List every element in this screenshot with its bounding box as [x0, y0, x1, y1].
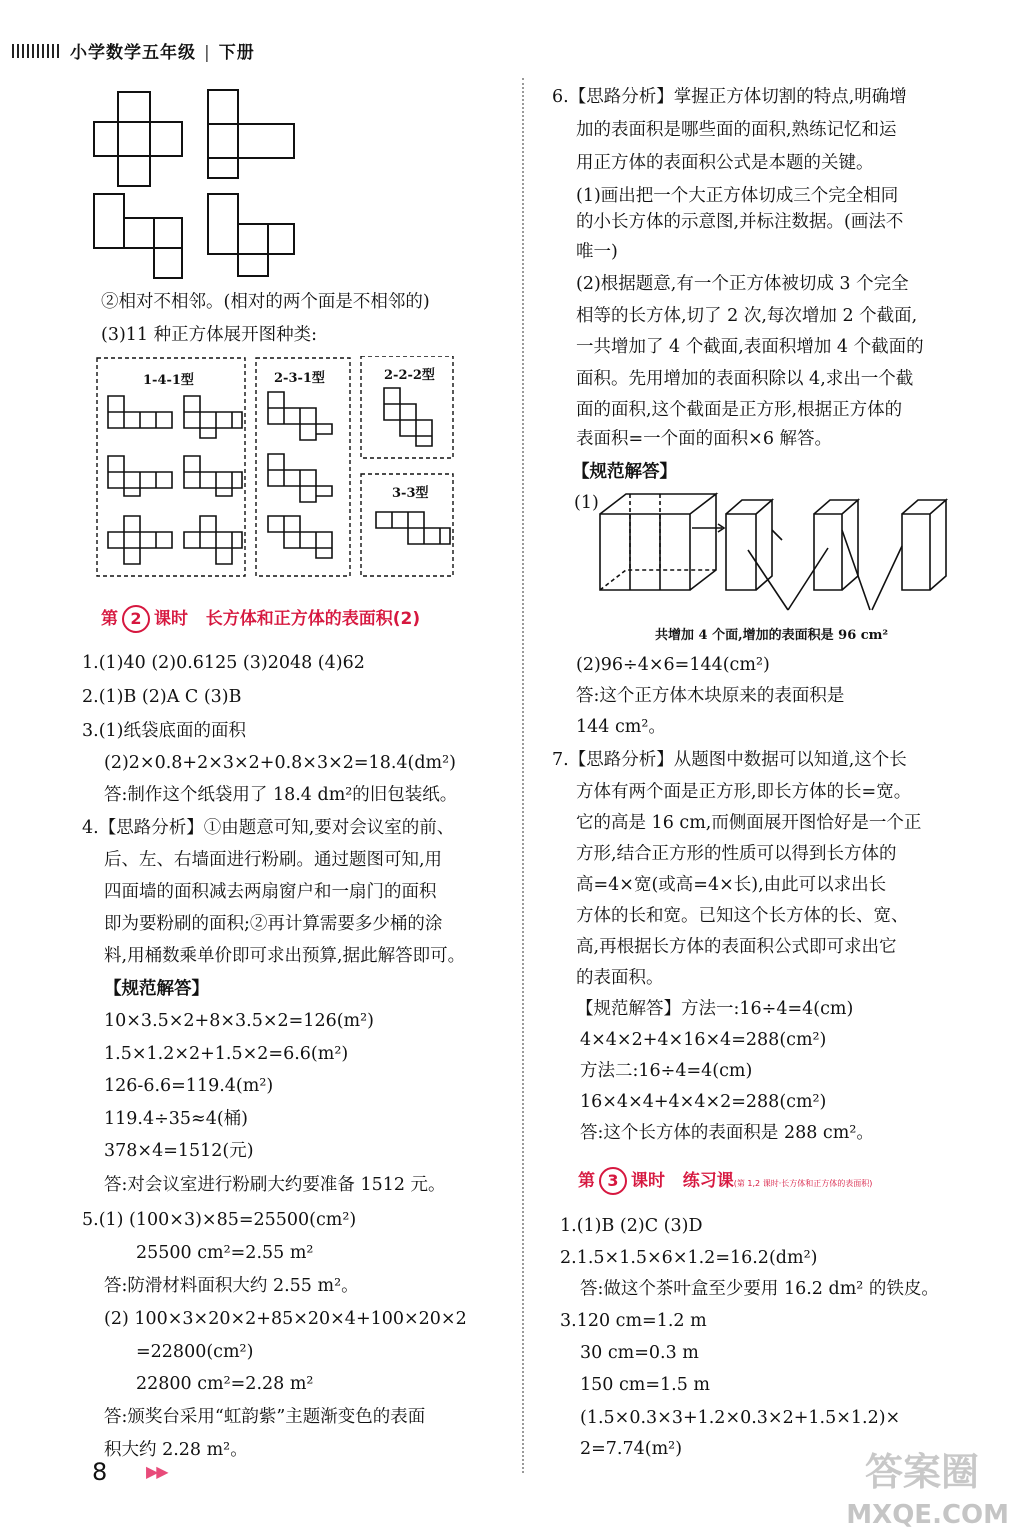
answer-q5-line4: (2) 100×3×20×2+85×20×4+100×20×2 — [104, 1309, 467, 1329]
answer-q7-line2: 方体有两个面是正方形,即长方体的长=宽。 — [576, 782, 912, 802]
answer-q3-line1: 3.(1)纸袋底面的面积 — [82, 721, 246, 741]
answer-q3-line2: (2)2×0.8+2×3×2+0.8×3×2=18.4(dm²) — [104, 753, 456, 773]
answer-q5-line3: 答:防滑材料面积大约 2.55 m²。 — [104, 1276, 359, 1296]
answer-q4-line5: 料,用桶数乘单价即可求出预算,据此解答即可。 — [104, 946, 466, 966]
lesson-2-title: 长方体和正方体的表面积(2) — [205, 609, 421, 629]
answer-q6-line8: 相等的长方体,切了 2 次,每次增加 2 个截面, — [576, 306, 918, 326]
column-divider — [522, 78, 524, 1473]
answer-q3-line3: 答:制作这个纸袋用了 18.4 dm²的旧包装纸。 — [104, 785, 458, 805]
answer-q7-line1: 7.【思路分析】从题图中数据可以知道,这个长 — [552, 750, 907, 770]
page-number: 8 — [92, 1458, 108, 1486]
header-decoration — [12, 44, 62, 58]
answer-r2-line1: 2.1.5×1.5×6×1.2=16.2(dm²) — [560, 1248, 818, 1268]
answer-q6-line2: 加的表面积是哪些面的面积,熟练记忆和运 — [576, 120, 897, 140]
answer-q7-line6: 方体的长和宽。已知这个长方体的长、宽、 — [576, 906, 909, 926]
kind-label-231: 2-3-1型 — [274, 371, 325, 386]
answer-q2: 2.(1)B (2)A C (3)B — [82, 687, 242, 707]
answer-r2-line2: 答:做这个茶叶盒至少要用 16.2 dm² 的铁皮。 — [580, 1279, 939, 1299]
answer-q6-line4: (1)画出把一个大正方体切成三个完全相同 — [576, 186, 899, 206]
book-volume: 下册 — [218, 43, 255, 63]
book-title: 小学数学五年级 — [70, 43, 196, 63]
answer-q6-label: 【规范解答】 — [572, 462, 677, 482]
answer-q6-line10: 面积。先用增加的表面积除以 4,求出一个截 — [576, 369, 914, 389]
answer-r3-line4: (1.5×0.3×3+1.2×0.3×2+1.5×1.2)× — [580, 1408, 901, 1428]
lesson-2-heading: 第 2 课时 长方体和正方体的表面积(2) — [101, 604, 420, 633]
answer-q7-line5: 高=4×宽(或高=4×长),由此可以求出长 — [576, 875, 887, 895]
answer-q5-line2: 25500 cm²=2.55 m² — [136, 1243, 314, 1263]
answer-q4-calc1: 10×3.5×2+8×3.5×2=126(m²) — [104, 1011, 374, 1031]
answer-r3-line3: 150 cm=1.5 m — [580, 1375, 711, 1395]
answer-q1: 1.(1)40 (2)0.6125 (3)2048 (4)62 — [82, 653, 365, 673]
answer-q7-method2: 方法二:16÷4=4(cm) — [580, 1061, 753, 1081]
kind-label-141: 1-4-1型 — [143, 373, 194, 388]
lesson-number-badge: 3 — [599, 1167, 627, 1195]
answer-q4-calc5: 378×4=1512(元) — [104, 1141, 254, 1161]
answer-r3-line2: 30 cm=0.3 m — [580, 1343, 699, 1363]
answer-q4-line2: 后、左、右墙面进行粉刷。通过题图可知,用 — [104, 850, 443, 870]
lesson-3-subtitle: (第 1,2 课时·长方体和正方体的表面积) — [733, 1179, 873, 1188]
answer-q7-answer: 答:这个长方体的表面积是 288 cm²。 — [580, 1123, 874, 1143]
lesson-3-heading: 第 3 课时 练习课(第 1,2 课时·长方体和正方体的表面积) — [578, 1166, 872, 1195]
lesson-number-badge: 2 — [122, 605, 150, 633]
answer-q7-calc2: 16×4×4+4×4×2=288(cm²) — [580, 1092, 827, 1112]
kind-label-222: 2-2-2型 — [384, 368, 435, 383]
answer-q6-answer1: 答:这个正方体木块原来的表面积是 — [576, 686, 845, 706]
answer-q4-calc4: 119.4÷35≈4(桶) — [104, 1109, 248, 1129]
watermark-logo: 答案圈 — [864, 1450, 979, 1494]
page-arrows-icon: ▶▶ — [146, 1462, 167, 1481]
answer-q5-line8: 积大约 2.28 m²。 — [104, 1440, 248, 1460]
answer-q4-line4: 即为要粉刷的面积;②再计算需要多少桶的涂 — [104, 914, 443, 934]
answer-q5-line6: 22800 cm²=2.28 m² — [136, 1374, 314, 1394]
kind-label-33: 3-3型 — [392, 486, 429, 501]
answer-q6-line3: 用正方体的表面积公式是本题的关键。 — [576, 153, 874, 173]
answer-q6-line5: 的小长方体的示意图,并标注数据。(画法不 — [576, 212, 904, 232]
answer-q7-method1: 【规范解答】方法一:16÷4=4(cm) — [576, 999, 854, 1019]
answer-q7-line3: 它的高是 16 cm,而侧面展开图恰好是一个正 — [576, 813, 922, 833]
answer-q5-line5: =22800(cm²) — [136, 1342, 254, 1362]
answer-q7-line7: 高,再根据长方体的表面积公式即可求出它 — [576, 937, 897, 957]
answer-q7-calc1: 4×4×2+4×16×4=288(cm²) — [580, 1030, 827, 1050]
answer-q6-fig-label: (1) — [574, 493, 599, 513]
answer-r3-line1: 3.120 cm=1.2 m — [560, 1311, 707, 1331]
answer-q7-line8: 的表面积。 — [576, 968, 664, 988]
answer-q6-line7: (2)根据题意,有一个正方体被切成 3 个完全 — [576, 274, 909, 294]
answer-q4-answer: 答:对会议室进行粉刷大约要准备 1512 元。 — [104, 1175, 446, 1195]
net-note: ②相对不相邻。(相对的两个面是不相邻的) — [101, 292, 430, 312]
answer-q4-label: 【规范解答】 — [104, 979, 209, 999]
answer-q4-calc2: 1.5×1.2×2+1.5×2=6.6(m²) — [104, 1044, 349, 1064]
lesson-3-title: 练习课 — [682, 1171, 734, 1191]
answer-q6-line1: 6.【思路分析】掌握正方体切割的特点,明确增 — [552, 87, 907, 107]
eleven-nets-diagram — [96, 356, 518, 578]
kinds-title: (3)11 种正方体展开图种类: — [101, 325, 318, 345]
answer-q4-line3: 四面墙的面积减去两扇窗户和一扇门的面积 — [104, 882, 437, 902]
cube-cut-diagram — [596, 490, 956, 620]
answer-r3-line5: 2=7.74(m²) — [580, 1439, 683, 1459]
answer-q5-line7: 答:颁奖台采用“虹韵紫”主题渐变色的表面 — [104, 1407, 426, 1427]
answer-q4-line1: 4.【思路分析】①由题意可知,要对会议室的前、 — [82, 818, 455, 838]
page-header: 小学数学五年级 | 下册 — [70, 43, 255, 63]
answer-q6-line12: 表面积=一个面的面积×6 解答。 — [576, 429, 833, 449]
answer-q5-line1: 5.(1) (100×3)×85=25500(cm²) — [82, 1210, 357, 1230]
answer-r1: 1.(1)B (2)C (3)D — [560, 1216, 703, 1236]
answer-q6-line6: 唯一) — [576, 242, 618, 262]
answer-q7-line4: 方形,结合正方形的性质可以得到长方体的 — [576, 844, 897, 864]
answer-q4-calc3: 126-6.6=119.4(m²) — [104, 1076, 274, 1096]
answer-q6-calc: (2)96÷4×6=144(cm²) — [576, 655, 770, 675]
cube-nets-diagram — [90, 82, 310, 282]
cube-cut-caption: 共增加 4 个面,增加的表面积是 96 cm² — [655, 628, 889, 643]
answer-q6-answer2: 144 cm²。 — [576, 717, 666, 737]
answer-q6-line11: 面的面积,这个截面是正方形,根据正方体的 — [576, 400, 903, 420]
watermark-text: MXQE.COM — [846, 1500, 1009, 1530]
answer-q6-line9: 一共增加了 4 个截面,表面积增加 4 个截面的 — [576, 337, 924, 357]
